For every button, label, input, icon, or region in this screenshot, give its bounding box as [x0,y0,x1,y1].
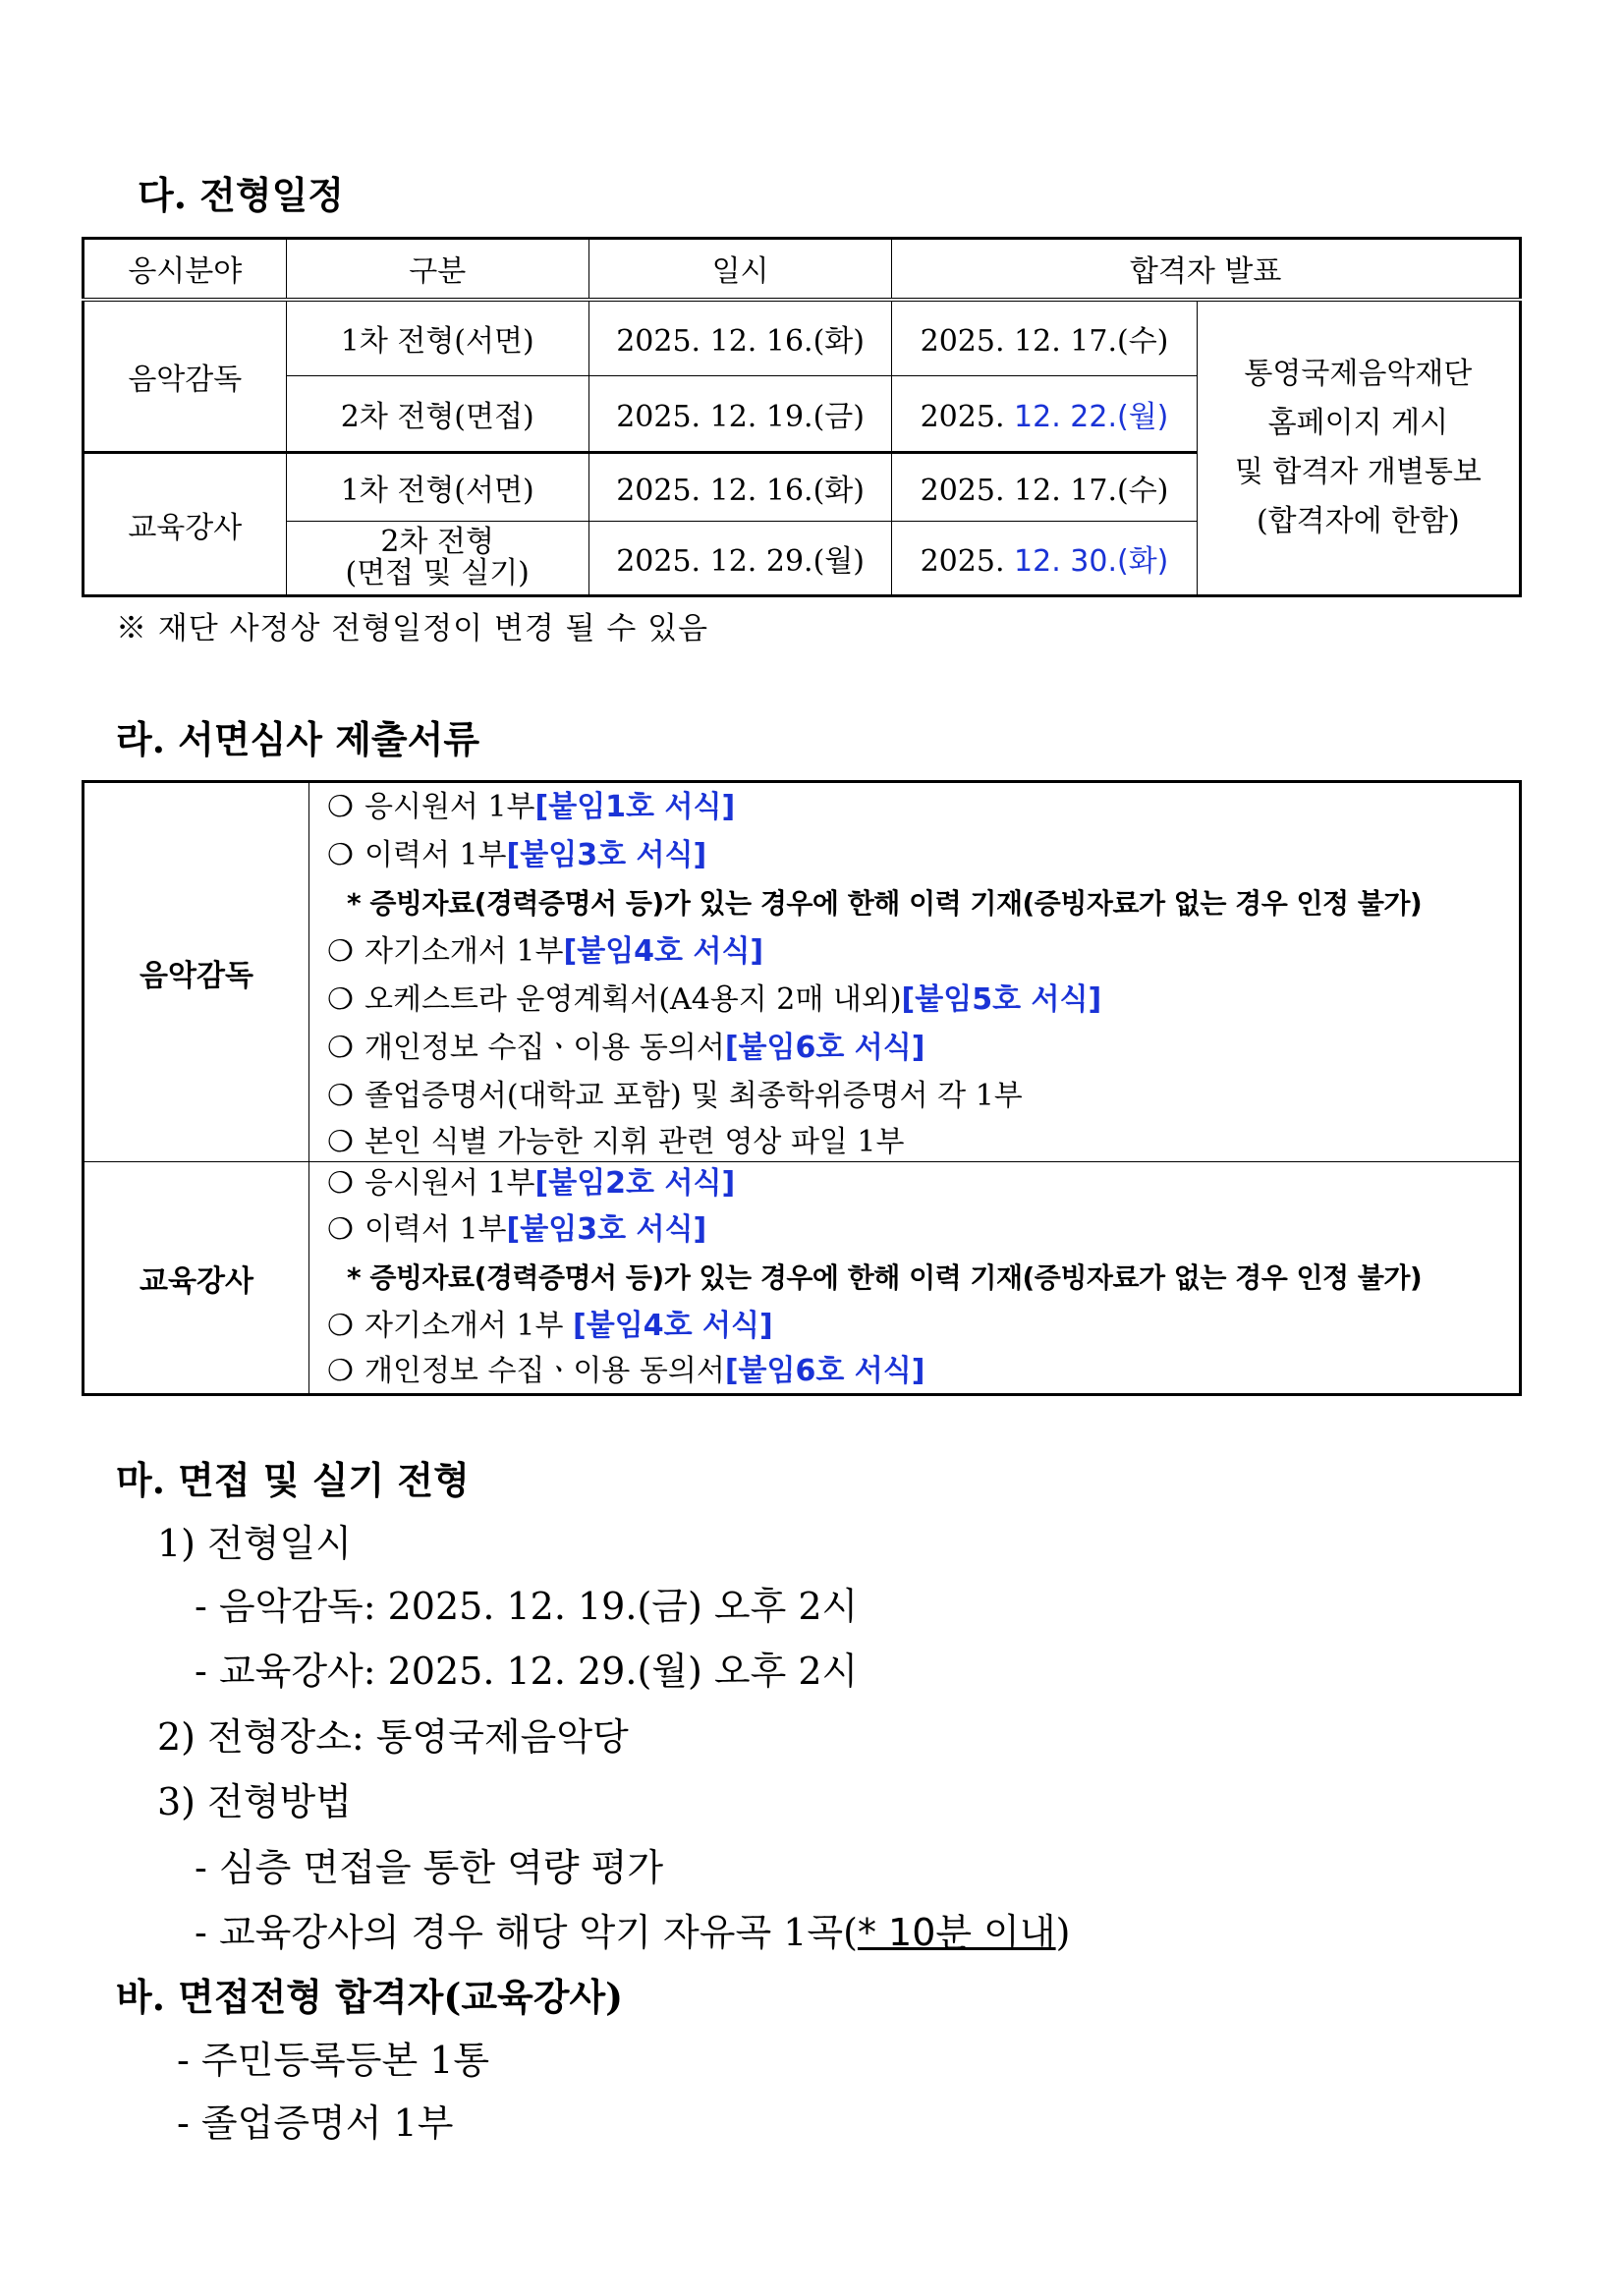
method-close-paren: ) [1055,1911,1071,1954]
final-section-title: 바. 면접전형 합격자(교육강사) [116,1975,624,2019]
doc-item-form-tag: [붙임3호 서식] [506,838,707,872]
md-round1-result: 2025. 12. 17.(수) [892,300,1197,376]
header-datetime: 일시 [588,239,891,300]
doc-item-text: 자기소개서 1부 [364,934,564,969]
doc-item [309,1120,1519,1161]
bullet-icon: ❍ [326,790,354,824]
bullet-icon: ❍ [326,982,354,1017]
bullet-icon: ❍ [326,838,354,872]
interview-datetime-music-director: - 음악감독: 2025. 12. 19.(금) 오후 2시 [195,1585,859,1628]
doc-item-form-tag: [붙임6호 서식] [724,1354,925,1388]
bullet-icon: ❍ [326,1031,354,1065]
doc-item-form-tag: [붙임3호 서식] [506,1212,707,1247]
doc-item-form-tag: [붙임4호 서식] [573,1309,773,1343]
doc-item [309,1350,1519,1393]
bullet-icon: ❍ [326,1212,354,1247]
md-round2-result [892,376,1197,453]
announcement-method [1197,300,1520,596]
final-doc-graduation: - 졸업증명서 1부 [177,2101,454,2145]
header-announcement: 합격자 발표 [892,239,1521,300]
doc-item [309,1205,1519,1254]
in-round1-date: 2025. 12. 16.(화) [588,453,891,522]
doc-item-form-tag: [붙임2호 서식] [534,1166,736,1201]
bullet-icon: ❍ [326,1125,354,1159]
doc-item-text: 자기소개서 1부 [364,1309,574,1343]
doc-item-text: 응시원서 1부 [364,790,535,824]
announce-line-1: 통영국제음악재단 [1244,356,1473,391]
doc-item-text: 이력서 1부 [364,838,507,872]
docs-instructor: 교육강사 [84,1162,309,1395]
announce-line-2: 홈페이지 게시 [1267,405,1449,440]
interview-datetime-heading: 1) 전형일시 [157,1522,352,1565]
doc-item-text: 졸업증명서(대학교 포함) 및 최종학위증명서 각 1부 [364,1079,1023,1113]
doc-item [309,1072,1519,1120]
doc-item [309,976,1519,1024]
evidence-note: * 증빙자료(경력증명서 등)가 있는 경우에 한해 이력 기재(증빙자료가 없는 경우 인정 불가) [346,1261,1423,1294]
md-round1-stage: 1차 전형(서면) [286,300,588,376]
in-round2-stage-line2: (면접 및 실기) [345,556,530,590]
doc-item [309,783,1519,831]
header-stage: 구분 [286,239,588,300]
bullet-icon: ❍ [326,1309,354,1343]
field-music-director: 음악감독 [84,300,287,453]
in-round2-date: 2025. 12. 29.(월) [588,522,891,596]
doc-item-text: 이력서 1부 [364,1212,507,1247]
doc-item [309,927,1519,976]
doc-item-text: 오케스트라 운영계획서(A4용지 2매 내외) [364,982,902,1017]
doc-item [309,831,1519,879]
in-round2-stage [286,522,588,596]
in-round1-result: 2025. 12. 17.(수) [892,453,1197,522]
schedule-note: ※ 재단 사정상 전형일정이 변경 될 수 있음 [116,611,709,646]
doc-item-form-tag: [붙임5호 서식] [901,982,1102,1017]
method-time-limit: * 10분 이내 [857,1911,1056,1954]
interview-method-heading: 3) 전형방법 [157,1780,352,1823]
md-round1-date: 2025. 12. 16.(화) [588,300,891,376]
docs-music-director-list [308,782,1520,1162]
md-round2-date: 2025. 12. 19.(금) [588,376,891,453]
md-round2-result-date: 12. 22.(월) [1014,400,1169,434]
announce-line-4: (합격자에 한함) [1256,503,1460,538]
field-instructor: 교육강사 [84,453,287,596]
in-round2-result-year: 2025. [920,544,1005,579]
doc-item-text: 개인정보 수집ㆍ이용 동의서 [364,1031,725,1065]
interview-datetime-instructor: - 교육강사: 2025. 12. 29.(월) 오후 2시 [195,1650,859,1693]
method-instructor-text: - 교육강사의 경우 해당 악기 자유곡 1곡( [195,1911,858,1954]
interview-venue: 2) 전형장소: 통영국제음악당 [157,1715,629,1759]
doc-item-text: 개인정보 수집ㆍ이용 동의서 [364,1354,725,1388]
md-round2-stage: 2차 전형(면접) [286,376,588,453]
bullet-icon: ❍ [326,1079,354,1113]
bullet-icon: ❍ [326,934,354,969]
docs-music-director: 음악감독 [84,782,309,1162]
doc-item-form-tag: [붙임4호 서식] [563,934,764,969]
docs-instructor-list [308,1162,1520,1395]
evidence-note: * 증빙자료(경력증명서 등)가 있는 경우에 한해 이력 기재(증빙자료가 없는 경우 인정 불가) [346,887,1423,920]
header-field: 응시분야 [84,239,287,300]
final-doc-resident-register: - 주민등록등본 1통 [177,2039,490,2082]
in-round1-stage: 1차 전형(서면) [286,453,588,522]
doc-item-text: 응시원서 1부 [364,1166,535,1201]
doc-item [309,1024,1519,1072]
documents-table [82,780,1522,1396]
interview-method-instructor [195,1902,1070,1956]
in-round2-result-date: 12. 30.(화) [1014,544,1169,579]
doc-item [309,1302,1519,1350]
doc-item-form-tag: [붙임6호 서식] [724,1031,925,1065]
interview-section-title: 마. 면접 및 실기 전형 [116,1458,470,1502]
md-round2-result-year: 2025. [920,400,1005,434]
bullet-icon: ❍ [326,1166,354,1201]
schedule-section-title: 다. 전형일정 [138,173,344,217]
docs-section-title: 라. 서면심사 제출서류 [116,717,480,761]
in-round2-result [892,522,1197,596]
interview-method-depth: - 심층 면접을 통한 역량 평가 [195,1846,664,1889]
in-round2-stage-line1: 2차 전형 [380,525,494,559]
announce-line-3: 및 합격자 개별통보 [1234,454,1482,489]
doc-item-form-tag: [붙임1호 서식] [534,790,736,824]
doc-item-text: 본인 식별 가능한 지휘 관련 영상 파일 1부 [364,1125,905,1159]
bullet-icon: ❍ [326,1354,354,1388]
doc-item [309,1162,1519,1205]
schedule-table [82,237,1522,597]
